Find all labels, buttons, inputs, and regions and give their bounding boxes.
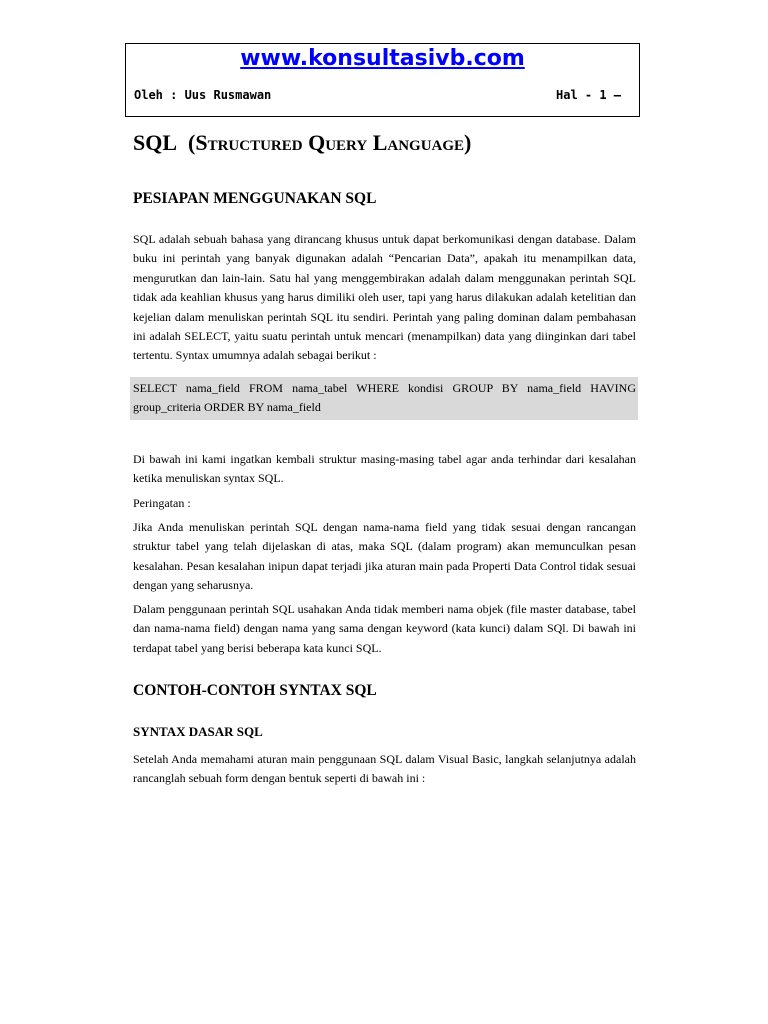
- title-paren-close: ): [464, 130, 472, 155]
- page-header: [125, 43, 640, 117]
- paragraph-keyword: Dalam penggunaan perintah SQL usahakan Anda tidak memberi nama objek (file master database, tabel dan nama-nama field) dengan nama yang sama dengan keyword (kata kunci) dalam SQl. Di bawah ini terdapat tabel yang berisi beberapa kata kunci SQL.: [133, 602, 636, 655]
- peringatan-label: Peringatan :: [133, 496, 191, 510]
- page-number: Hal - 1 –: [556, 88, 622, 102]
- code-syntax: SELECT nama_field FROM nama_tabel WHERE kondisi GROUP BY nama_field HAVING group_criteria ORDER BY nama_field: [133, 381, 636, 415]
- section-heading-contoh: CONTOH-CONTOH SYNTAX SQL: [133, 682, 377, 699]
- site-url-link[interactable]: www.konsultasivb.com: [240, 46, 525, 71]
- document-title: [133, 130, 643, 156]
- title-subtitle: Structured Query Language: [195, 130, 465, 155]
- section-heading-persiapan: PESIAPAN MENGGUNAKAN SQL: [133, 190, 377, 207]
- paragraph-form: Setelah Anda memahami aturan main penggunaan SQL dalam Visual Basic, langkah selanjutnya adalah rancanglah sebuah form dengan bentuk seperti di bawah ini :: [133, 752, 636, 786]
- paragraph-intro: SQL adalah sebuah bahasa yang dirancang khusus untuk dapat berkomunikasi dengan database. Dalam buku ini perintah yang banyak digunakan adalah “Pencarian Data”, apakah itu menampilkan data, mengurutkan dan lain-lain. Satu hal yang menggembirakan adalah dalam menggunakan perintah SQL tidak ada keahlian khusus yang harus dimiliki oleh user, tapi yang harus dilakukan adalah ketelitian dan kejelian dalam menuliskan perintah SQL itu sendiri. Perintah yang paling dominan dalam pembahasan ini adalah SELECT, yaitu suatu perintah untuk mencari (menampilkan) data yang diinginkan dari tabel tertentu. Syntax umumnya adalah sebagai berikut :: [133, 232, 636, 363]
- author-label: Oleh : Uus Rusmawan: [134, 88, 272, 102]
- paragraph-peringatan: Jika Anda menuliskan perintah SQL dengan nama-nama field yang tidak sesuai dengan rancangan struktur tabel yang telah dijelaskan di atas, maka SQL (dalam program) akan memunculkan pesan kesalahan. Pesan kesalahan inipun dapat terjadi jika aturan main pada Properti Data Control tidak sesuai dengan yang seharusnya.: [133, 520, 636, 593]
- title-main: SQL: [133, 130, 178, 155]
- subsection-heading-syntax-dasar: SYNTAX DASAR SQL: [133, 724, 263, 739]
- code-block: [130, 377, 638, 420]
- paragraph-struktur: Di bawah ini kami ingatkan kembali struktur masing-masing tabel agar anda terhindar dari kesalahan ketika menuliskan syntax SQL.: [133, 452, 636, 486]
- title-paren-open: (: [188, 130, 196, 155]
